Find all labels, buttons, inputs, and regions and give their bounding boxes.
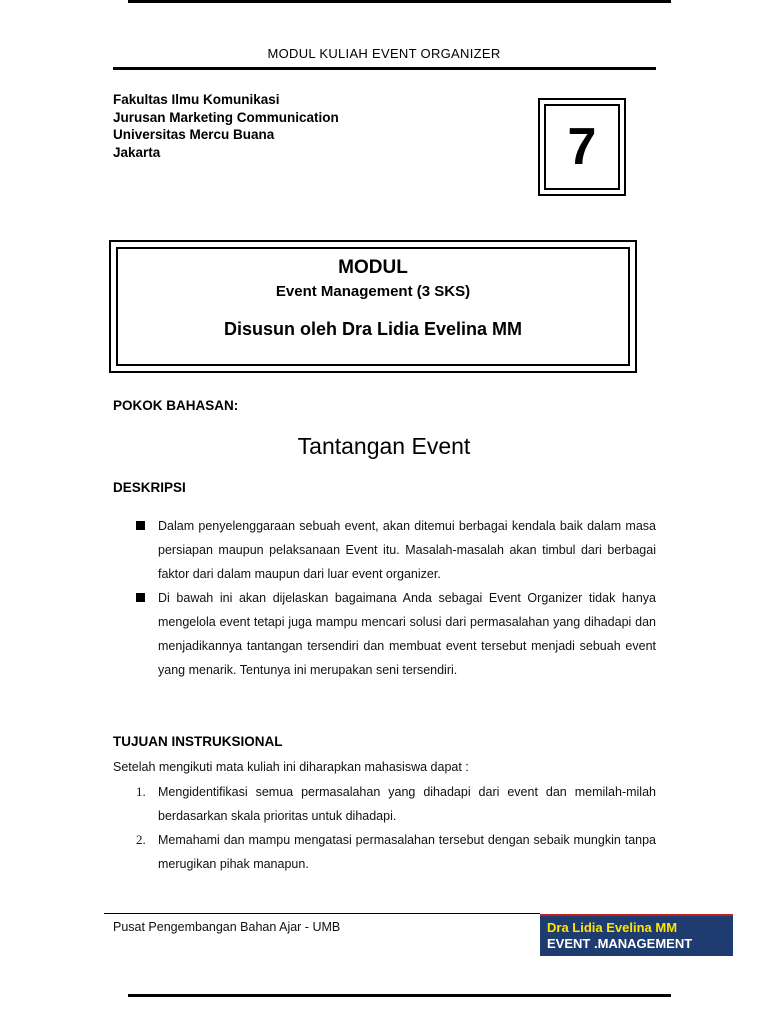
header-rule bbox=[113, 67, 656, 70]
city-name: Jakarta bbox=[113, 144, 161, 160]
deskripsi-list bbox=[133, 514, 656, 682]
institution-block bbox=[113, 91, 339, 161]
square-bullet-icon bbox=[136, 521, 145, 530]
list-number: 2. bbox=[136, 832, 146, 847]
footer-publisher: Pusat Pengembangan Bahan Ajar - UMB bbox=[113, 920, 341, 934]
list-number: 1. bbox=[136, 784, 146, 799]
list-item bbox=[133, 586, 656, 682]
running-header: MODUL KULIAH EVENT ORGANIZER bbox=[267, 46, 501, 61]
deskripsi-label: DESKRIPSI bbox=[113, 480, 186, 495]
tujuan-list bbox=[133, 780, 656, 876]
department-name: Jurusan Marketing Communication bbox=[113, 109, 339, 125]
tujuan-label: TUJUAN INSTRUKSIONAL bbox=[113, 734, 283, 749]
tujuan-intro: Setelah mengikuti mata kuliah ini diharapkan mahasiswa dapat : bbox=[113, 760, 469, 774]
list-item bbox=[133, 828, 656, 876]
course-title: Event Management (3 SKS) bbox=[275, 283, 471, 300]
list-item-text: Mengidentifikasi semua permasalahan yang dihadapi dari event dan memilah-milah berdasarkan skala prioritas untuk dihadapi. bbox=[158, 785, 656, 823]
module-title-box bbox=[109, 240, 637, 373]
footer-rule bbox=[104, 913, 540, 914]
badge-course-name: EVENT .MANAGEMENT bbox=[547, 936, 693, 951]
bottom-rule bbox=[128, 994, 671, 997]
university-name: Universitas Mercu Buana bbox=[113, 127, 275, 142]
list-item-text: Di bawah ini akan dijelaskan bagaimana Anda sebagai Event Organizer tidak hanya mengelola event tetapi juga mampu mencari solusi dari permasalahan yang dihadapi dan menjadikannya tantangan tersendiri dan membuat event tersebut menjadi sebuah event yang menarik. Tentunya ini merupakan seni tersendiri. bbox=[158, 591, 656, 677]
module-number-box bbox=[538, 98, 626, 196]
module-title-inner bbox=[116, 247, 630, 366]
top-rule bbox=[128, 0, 671, 3]
badge-author-name: Dra Lidia Evelina MM bbox=[547, 920, 678, 935]
pokok-bahasan-label: POKOK BAHASAN: bbox=[113, 398, 239, 413]
list-item bbox=[133, 780, 656, 828]
list-item-text: Memahami dan mampu mengatasi permasalahan tersebut dengan sebaik mungkin tanpa merugikan pihak manapun. bbox=[158, 833, 656, 871]
author-line: Disusun oleh Dra Lidia Evelina MM bbox=[223, 319, 523, 339]
module-label: MODUL bbox=[338, 257, 408, 278]
author-badge bbox=[540, 914, 733, 956]
module-number: 7 bbox=[544, 104, 620, 190]
faculty-name: Fakultas Ilmu Komunikasi bbox=[113, 92, 280, 107]
list-item-text: Dalam penyelenggaraan sebuah event, akan ditemui berbagai kendala baik dalam masa persiapan maupun pelaksanaan Event itu. Masalah-masalah akan timbul dari berbagai faktor dari dalam maupun dari luar event organizer. bbox=[158, 519, 656, 581]
topic-title: Tantangan Event bbox=[297, 433, 471, 459]
square-bullet-icon bbox=[136, 593, 145, 602]
list-item bbox=[133, 514, 656, 586]
